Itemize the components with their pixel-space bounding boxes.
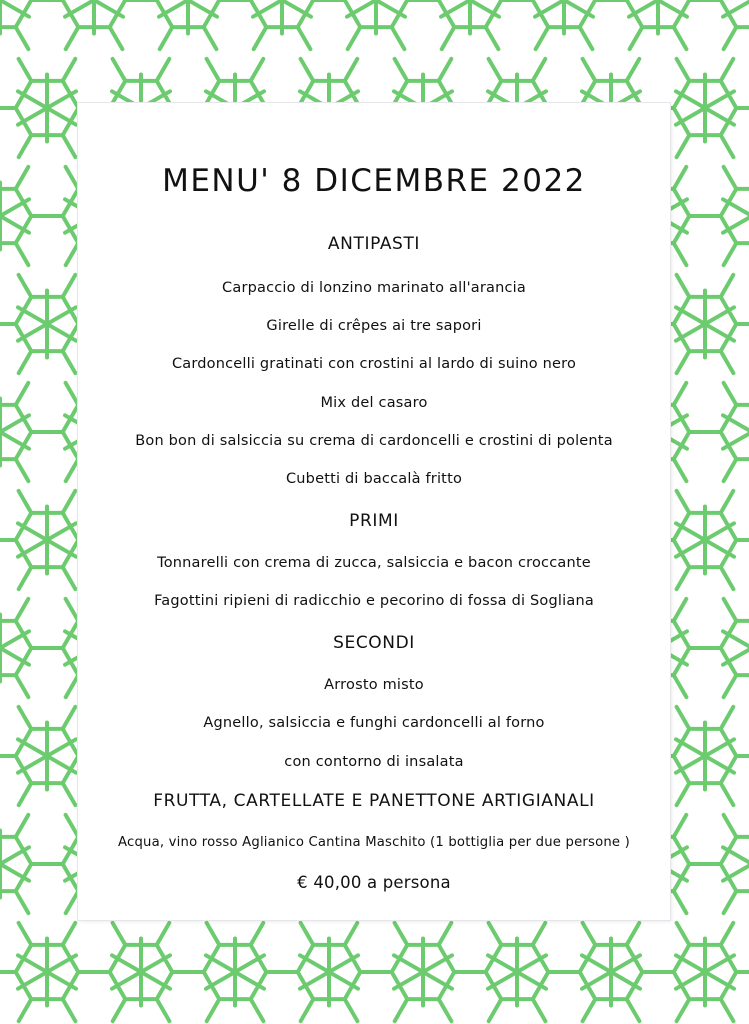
dessert-heading: FRUTTA, CARTELLATE E PANETTONE ARTIGIANALI — [153, 791, 595, 811]
antipasti-item: Girelle di crêpes ai tre sapori — [266, 318, 482, 334]
drinks-line: Acqua, vino rosso Aglianico Cantina Maschito (1 bottiglia per due persone ) — [118, 835, 630, 850]
secondi-item: con contorno di insalata — [284, 754, 464, 770]
antipasti-item: Mix del casaro — [320, 395, 428, 411]
secondi-item: Arrosto misto — [324, 677, 424, 693]
secondi-heading: SECONDI — [333, 633, 415, 653]
price-line: € 40,00 a persona — [297, 873, 451, 892]
primi-item: Fagottini ripieni di radicchio e pecorino di fossa di Sogliana — [154, 593, 594, 609]
antipasti-item: Bon bon di salsiccia su crema di cardoncelli e crostini di polenta — [135, 433, 613, 449]
antipasti-item: Carpaccio di lonzino marinato all'arancia — [222, 280, 526, 296]
antipasti-item: Cubetti di baccalà fritto — [285, 471, 463, 487]
secondi-item: Agnello, salsiccia e funghi cardoncelli al forno — [203, 715, 545, 731]
menu-card — [78, 103, 670, 920]
primi-item: Tonnarelli con crema di zucca, salsiccia e bacon croccante — [157, 555, 591, 571]
primi-heading: PRIMI — [349, 511, 399, 531]
antipasti-item: Cardoncelli gratinati con crostini al lardo di suino nero — [171, 356, 577, 372]
menu-title: MENU' 8 DICEMBRE 2022 — [162, 163, 586, 199]
antipasti-heading: ANTIPASTI — [327, 234, 421, 254]
